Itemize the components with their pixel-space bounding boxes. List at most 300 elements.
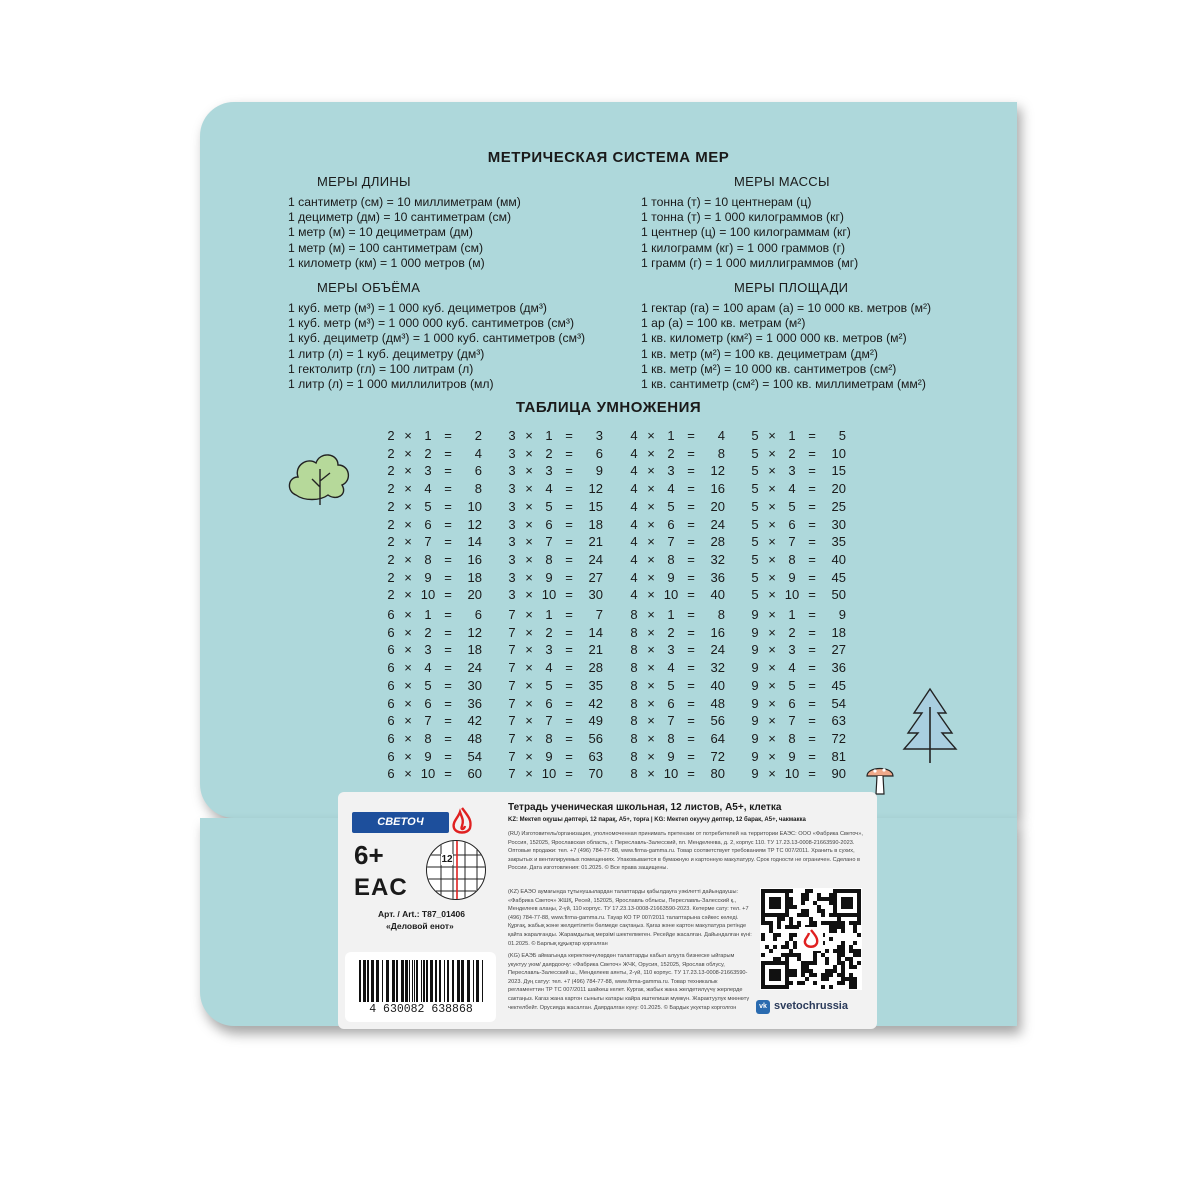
times-cell: 40 — [710, 587, 725, 603]
times-cell: 8 — [717, 445, 725, 461]
times-cell: = — [808, 516, 816, 532]
qr-module — [769, 925, 773, 929]
times-row — [748, 641, 846, 659]
qr-module — [797, 913, 801, 917]
qr-module — [809, 961, 813, 965]
times-cell: × — [647, 677, 655, 693]
times-cell: 3 — [595, 428, 603, 443]
times-cell: 3 — [508, 534, 516, 550]
times-cell: 3 — [424, 463, 432, 479]
times-cell: 6 — [595, 445, 603, 461]
barcode-bar — [430, 960, 433, 1002]
times-cell: 3 — [508, 569, 516, 585]
times-row — [384, 748, 482, 766]
qr-module — [849, 945, 853, 949]
barcode-bar — [461, 960, 464, 1002]
times-cell: = — [565, 569, 573, 585]
qr-module — [837, 981, 841, 985]
times-row — [505, 586, 603, 604]
qr-module — [845, 977, 849, 981]
times-row — [748, 606, 846, 624]
times-cell: 4 — [630, 587, 638, 603]
times-cell: 90 — [831, 766, 846, 782]
times-row — [627, 551, 725, 569]
times-cell: 35 — [831, 534, 846, 550]
times-row — [505, 533, 603, 551]
qr-module — [761, 933, 765, 937]
qr-module — [813, 961, 817, 965]
qr-module — [829, 913, 833, 917]
qr-module — [853, 985, 857, 989]
qr-module — [857, 961, 861, 965]
times-cell: 4 — [630, 498, 638, 514]
times-cell: 8 — [630, 713, 638, 729]
times-cell: 35 — [588, 677, 603, 693]
area-line: 1 гектар (га) = 100 арам (а) = 10 000 кв. метров (м²) — [641, 301, 932, 315]
times-cell: 4 — [630, 569, 638, 585]
barcode-bar — [409, 960, 410, 1002]
barcode-bar — [423, 960, 425, 1002]
times-cell: 24 — [710, 642, 725, 658]
times-cell: 40 — [831, 551, 846, 567]
times-cell: 9 — [751, 730, 759, 746]
qr-module — [849, 985, 853, 989]
times-cell: 5 — [424, 677, 432, 693]
times-row — [384, 659, 482, 677]
times-cell: × — [404, 695, 412, 711]
times-cell: 25 — [831, 498, 846, 514]
qr-module — [849, 981, 853, 985]
times-cell: 56 — [588, 730, 603, 746]
times-cell: 4 — [630, 534, 638, 550]
times-cell: = — [808, 534, 816, 550]
times-row — [384, 606, 482, 624]
barcode-bar — [405, 960, 408, 1002]
social-handle[interactable]: svetochrussia — [774, 1000, 848, 1012]
grid-ruling-icon — [426, 840, 486, 900]
times-row — [627, 677, 725, 695]
times-row — [627, 586, 725, 604]
times-cell: × — [647, 642, 655, 658]
times-row — [505, 498, 603, 516]
times-cell: × — [768, 748, 776, 764]
times-cell: 6 — [788, 695, 796, 711]
qr-code — [760, 888, 862, 990]
times-cell: 30 — [588, 587, 603, 603]
times-cell: × — [647, 445, 655, 461]
volume-line: 1 литр (л) = 1 000 миллилитров (мл) — [288, 377, 494, 392]
times-cell: 10 — [831, 445, 846, 461]
times-cell: = — [565, 713, 573, 729]
times-cell: × — [525, 766, 533, 782]
times-cell: 8 — [545, 730, 553, 746]
times-cell: 4 — [474, 445, 482, 461]
times-cell: × — [647, 569, 655, 585]
qr-module — [829, 937, 833, 941]
times-row — [384, 586, 482, 604]
times-cell: × — [647, 748, 655, 764]
barcode-bar — [473, 960, 474, 1002]
barcode — [345, 952, 496, 1022]
times-cell: × — [768, 498, 776, 514]
barcode-bar — [367, 960, 369, 1002]
times-cell: 5 — [751, 569, 759, 585]
times-cell: 3 — [545, 642, 553, 658]
times-cell: 9 — [751, 748, 759, 764]
times-cell: × — [525, 534, 533, 550]
product-label — [338, 792, 877, 1029]
qr-module — [837, 961, 841, 965]
times-cell: 9 — [667, 748, 675, 764]
times-cell: × — [404, 660, 412, 676]
times-cell: 5 — [751, 498, 759, 514]
times-cell: 4 — [717, 428, 725, 443]
times-cell: × — [404, 642, 412, 658]
times-row — [384, 624, 482, 642]
qr-module — [773, 945, 777, 949]
barcode-bar — [444, 960, 445, 1002]
times-cell: 1 — [667, 428, 675, 443]
area-list — [641, 301, 931, 392]
qr-module — [833, 949, 837, 953]
times-cell: 9 — [751, 677, 759, 693]
times-row — [748, 677, 846, 695]
times-cell: 2 — [387, 498, 395, 514]
times-cell: × — [404, 766, 412, 782]
times-cell: 42 — [467, 713, 482, 729]
times-cell: 6 — [788, 516, 796, 532]
times-row — [505, 427, 603, 445]
times-cell: 8 — [630, 730, 638, 746]
times-row — [384, 551, 482, 569]
times-cell: 2 — [424, 624, 432, 640]
times-cell: = — [808, 660, 816, 676]
times-row — [384, 480, 482, 498]
qr-module — [821, 913, 825, 917]
times-row — [505, 569, 603, 587]
qr-module — [769, 949, 773, 953]
qr-module — [809, 889, 813, 893]
qr-module — [789, 889, 793, 893]
qr-module — [849, 961, 853, 965]
qr-module — [777, 925, 781, 929]
times-cell: 7 — [508, 695, 516, 711]
times-cell: 18 — [831, 624, 846, 640]
times-cell: 9 — [838, 607, 846, 622]
times-table-7 — [505, 606, 603, 783]
times-cell: 10 — [420, 766, 436, 782]
qr-module — [761, 917, 765, 921]
times-row — [627, 516, 725, 534]
qr-module — [833, 921, 837, 925]
times-cell: 10 — [784, 766, 800, 782]
times-cell: = — [565, 534, 573, 550]
times-cell: 6 — [474, 463, 482, 479]
times-cell: 8 — [424, 551, 432, 567]
times-cell: 6 — [387, 730, 395, 746]
times-cell: 6 — [424, 516, 432, 532]
qr-module — [805, 977, 809, 981]
times-cell: = — [444, 551, 452, 567]
times-cell: = — [565, 695, 573, 711]
flame-icon — [450, 806, 474, 836]
times-row — [748, 498, 846, 516]
times-cell: = — [444, 534, 452, 550]
qr-module — [785, 925, 789, 929]
page-title: МЕТРИЧЕСКАЯ СИСТЕМА МЕР — [487, 149, 730, 166]
barcode-bar — [382, 960, 383, 1002]
qr-module — [841, 949, 845, 953]
times-cell: × — [525, 551, 533, 567]
times-cell: 10 — [420, 587, 436, 603]
times-row — [384, 533, 482, 551]
times-row — [627, 480, 725, 498]
qr-module — [845, 957, 849, 961]
times-cell: = — [687, 463, 695, 479]
barcode-bar — [452, 960, 454, 1002]
qr-module — [805, 909, 809, 913]
times-cell: = — [444, 677, 452, 693]
barcode-bar — [396, 960, 398, 1002]
times-cell: = — [687, 766, 695, 782]
times-cell: 4 — [788, 481, 796, 497]
times-cell: × — [404, 498, 412, 514]
times-cell: 7 — [508, 766, 516, 782]
qr-module — [813, 953, 817, 957]
times-cell: 7 — [545, 713, 553, 729]
times-cell: 4 — [630, 428, 638, 443]
times-cell: 4 — [667, 481, 675, 497]
times-row — [748, 462, 846, 480]
times-row — [627, 765, 725, 783]
mass-line: 1 грамм (г) = 1 000 миллиграммов (мг) — [641, 255, 859, 270]
qr-module — [849, 921, 853, 925]
times-cell: 3 — [508, 463, 516, 479]
notebook-back-cover — [200, 102, 1017, 818]
qr-module — [833, 925, 837, 929]
vk-icon[interactable]: vk — [756, 1000, 770, 1014]
times-cell: 45 — [831, 569, 846, 585]
times-cell: = — [687, 730, 695, 746]
times-row — [384, 641, 482, 659]
times-cell: = — [687, 642, 695, 658]
length-line: 1 метр (м) = 10 дециметрам (дм) — [288, 225, 473, 240]
qr-module — [785, 953, 789, 957]
qr-module — [829, 925, 833, 929]
qr-module — [825, 897, 829, 901]
qr-module — [817, 905, 821, 909]
times-cell: × — [525, 587, 533, 603]
times-cell: = — [687, 713, 695, 729]
qr-module — [769, 929, 773, 933]
times-cell: = — [444, 498, 452, 514]
times-cell: = — [444, 766, 452, 782]
barcode-bar — [457, 960, 460, 1002]
times-row — [627, 659, 725, 677]
times-cell: 80 — [710, 766, 725, 782]
times-cell: = — [444, 607, 452, 622]
times-row — [505, 462, 603, 480]
qr-module — [777, 957, 781, 961]
times-cell: × — [647, 730, 655, 746]
times-row — [748, 445, 846, 463]
times-cell: = — [444, 624, 452, 640]
age-badge: 6+ — [354, 840, 384, 870]
times-cell: = — [444, 463, 452, 479]
times-row — [748, 516, 846, 534]
times-cell: 56 — [710, 713, 725, 729]
qr-module — [829, 897, 833, 901]
times-cell: 1 — [667, 607, 675, 622]
times-cell: 30 — [831, 516, 846, 532]
times-cell: 9 — [788, 569, 796, 585]
times-cell: 8 — [630, 624, 638, 640]
qr-module — [849, 949, 853, 953]
qr-module — [821, 973, 825, 977]
times-cell: × — [404, 481, 412, 497]
times-cell: 63 — [831, 713, 846, 729]
qr-module — [829, 973, 833, 977]
times-cell: = — [565, 624, 573, 640]
length-line: 1 дециметр (дм) = 10 сантиметрам (см) — [288, 210, 512, 225]
times-cell: 10 — [784, 587, 800, 603]
times-cell: = — [808, 445, 816, 461]
times-cell: 1 — [545, 428, 553, 443]
times-cell: 7 — [508, 624, 516, 640]
qr-module — [777, 921, 781, 925]
times-cell: 8 — [630, 607, 638, 622]
times-row — [505, 516, 603, 534]
times-cell: 2 — [387, 481, 395, 497]
barcode-bar — [435, 960, 437, 1002]
multiplication-title: ТАБЛИЦА УМНОЖЕНИЯ — [515, 399, 702, 416]
barcode-bar — [392, 960, 395, 1002]
times-cell: 28 — [710, 534, 725, 550]
qr-module — [857, 949, 861, 953]
times-row — [384, 516, 482, 534]
qr-module — [821, 985, 825, 989]
times-cell: = — [687, 587, 695, 603]
tree-icon — [900, 687, 960, 767]
times-cell: 9 — [751, 660, 759, 676]
qr-module — [789, 981, 793, 985]
barcode-number: 4 630082 638868 — [369, 1003, 473, 1016]
qr-module — [837, 949, 841, 953]
times-cell: = — [808, 624, 816, 640]
times-cell: = — [687, 516, 695, 532]
times-row — [505, 695, 603, 713]
times-cell: 81 — [831, 748, 846, 764]
times-cell: 4 — [630, 445, 638, 461]
times-cell: 20 — [831, 481, 846, 497]
times-cell: = — [444, 445, 452, 461]
times-cell: × — [768, 624, 776, 640]
times-cell: = — [444, 428, 452, 443]
times-cell: = — [687, 695, 695, 711]
times-cell: 5 — [788, 498, 796, 514]
qr-module — [821, 953, 825, 957]
qr-module — [769, 897, 781, 909]
times-cell: × — [647, 516, 655, 532]
qr-module — [817, 893, 821, 897]
times-cell: 28 — [588, 660, 603, 676]
times-cell: × — [525, 730, 533, 746]
qr-module — [793, 925, 797, 929]
ru-info: (RU) Изготовитель/организация, уполномоченная принимать претензии от потребителей на территории ЕАЭС: ООО «Фабрика Светоч», Россия, 152025, Ярославская область, г. Переславль-Залесский, пл. Менделеева, д. 2, корпус 110. ТУ 17.23.13-0008-21663590-2023. Оптовые продажи: тел. +7 (496) 784-77-88, www.firma-gamma.ru. Товар соответствует требованиям ТР ТС 007/2011. Хранить в сухих, закрытых и вентилируемых помещениях. Упаковывается в бумажную и картонную макулатуру. Срок годности не ограничен. Сделано в России. Дата изготовления: 01.2025. © Все права защищены. — [508, 831, 863, 872]
times-cell: 2 — [387, 428, 395, 443]
qr-module — [793, 953, 797, 957]
times-cell: 9 — [595, 463, 603, 479]
qr-module — [829, 985, 833, 989]
barcode-bar — [439, 960, 441, 1002]
qr-module — [821, 977, 825, 981]
qr-module — [809, 921, 813, 925]
qr-module — [853, 965, 857, 969]
mass-heading: МЕРЫ МАССЫ — [734, 174, 830, 189]
times-cell: 10 — [541, 766, 557, 782]
times-cell: 45 — [831, 677, 846, 693]
times-cell: 7 — [424, 713, 432, 729]
times-cell: 8 — [630, 660, 638, 676]
qr-module — [853, 941, 857, 945]
times-cell: 5 — [751, 445, 759, 461]
barcode-bar — [359, 960, 361, 1002]
times-cell: 4 — [630, 551, 638, 567]
times-cell: 14 — [467, 534, 482, 550]
times-cell: = — [687, 624, 695, 640]
qr-module — [853, 921, 857, 925]
times-cell: = — [808, 481, 816, 497]
times-cell: 16 — [467, 551, 482, 567]
times-cell: × — [647, 695, 655, 711]
times-row — [505, 641, 603, 659]
times-row — [627, 427, 725, 445]
qr-module — [837, 917, 841, 921]
qr-module — [789, 973, 793, 977]
times-cell: × — [647, 660, 655, 676]
times-row — [748, 551, 846, 569]
times-cell: 5 — [751, 481, 759, 497]
times-cell: 5 — [751, 587, 759, 603]
times-cell: 32 — [710, 660, 725, 676]
times-cell: 3 — [424, 642, 432, 658]
times-cell: 50 — [831, 587, 846, 603]
times-cell: 5 — [788, 677, 796, 693]
qr-module — [769, 969, 781, 981]
times-cell: 8 — [717, 607, 725, 622]
length-line: 1 сантиметр (см) = 10 миллиметрам (мм) — [288, 195, 521, 209]
times-row — [627, 533, 725, 551]
mass-line: 1 центнер (ц) = 100 килограммам (кг) — [641, 225, 851, 240]
qr-module — [841, 969, 845, 973]
times-cell: 42 — [588, 695, 603, 711]
times-row — [748, 569, 846, 587]
times-cell: 54 — [831, 695, 846, 711]
times-cell: = — [444, 569, 452, 585]
times-cell: 8 — [630, 695, 638, 711]
times-cell: = — [808, 428, 816, 443]
times-cell: × — [647, 713, 655, 729]
qr-module — [801, 901, 805, 905]
qr-module — [813, 921, 817, 925]
qr-module — [837, 925, 841, 929]
qr-module — [825, 949, 829, 953]
times-cell: × — [768, 766, 776, 782]
times-cell: 36 — [710, 569, 725, 585]
times-cell: 6 — [545, 695, 553, 711]
times-row — [627, 445, 725, 463]
times-cell: × — [768, 677, 776, 693]
